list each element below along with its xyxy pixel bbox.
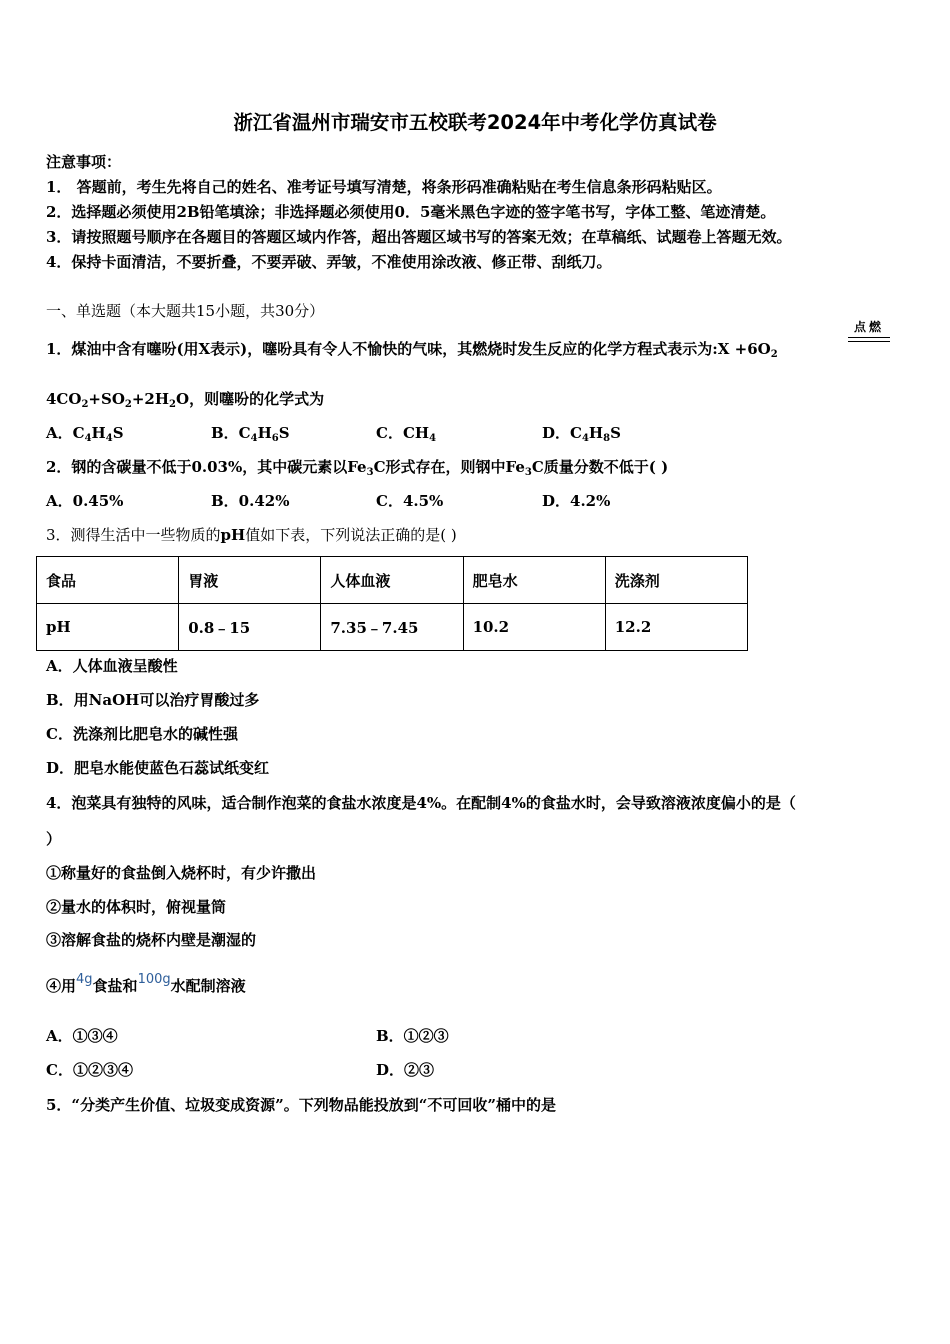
q4-option-d[interactable]: D．②③: [376, 1061, 435, 1079]
table-header-cell: 洗涤剂: [605, 557, 747, 604]
q2-option-d[interactable]: D．4.2%: [542, 492, 611, 510]
equals-line: [848, 337, 890, 338]
table-header-row: [37, 557, 748, 604]
question-4-stem-end: ）: [46, 830, 62, 848]
question-1-stem: 1．煤油中含有噻吩(用X表示)，噻吩具有令人不愉快的气味，其燃烧时发生反应的化学方程式表示为:X $+6O_2$: [46, 340, 778, 360]
ph-table: [36, 556, 748, 651]
inline-formula-image: 100g: [137, 972, 171, 987]
q1-option-d[interactable]: D．$C_4H_8S$: [542, 424, 621, 444]
table-cell: 7.35﹣7.45: [321, 604, 463, 651]
equals-line: [848, 341, 890, 342]
question-4-stem: 4．泡菜具有独特的风味，适合制作泡菜的食盐水浓度是4%。在配制4%的食盐水时，会导致溶液浓度偏小的是（: [46, 794, 796, 812]
q3-option-b[interactable]: B．用NaOH可以治疗胃酸过多: [46, 691, 260, 709]
reaction-condition: 点燃: [848, 320, 890, 342]
table-cell: 12.2: [605, 604, 747, 651]
q2-option-c[interactable]: C．4.5%: [376, 492, 444, 510]
q1-option-c[interactable]: C．$CH_4$: [376, 424, 437, 444]
q1-option-b[interactable]: B．$C_4H_6S$: [211, 424, 290, 444]
q3-option-a[interactable]: A．人体血液呈酸性: [46, 657, 178, 675]
q3-option-c[interactable]: C．洗涤剂比肥皂水的碱性强: [46, 725, 238, 743]
q2-option-a[interactable]: A．0.45%: [46, 492, 124, 510]
q3-option-d[interactable]: D．肥皂水能使蓝色石蕊试纸变红: [46, 759, 270, 777]
table-header-cell: 胃液: [179, 557, 321, 604]
notice-item-1: 1． 答题前，考生先将自己的姓名、准考证号填写清楚，将条形码准确粘贴在考生信息条形码粘贴区。: [46, 178, 722, 196]
table-cell: 10.2: [463, 604, 605, 651]
inline-formula-image: 4g: [76, 972, 93, 987]
q4-item-1: ①称量好的食盐倒入烧杯时，有少许撒出: [46, 864, 317, 882]
question-3-stem: 3．测得生活中一些物质的pH值如下表，下列说法正确的是( ): [46, 526, 457, 544]
table-cell: 0.8﹣15: [179, 604, 321, 651]
table-header-cell: 肥皂水: [463, 557, 605, 604]
q4-option-c[interactable]: C．①②③④: [46, 1061, 133, 1079]
q4-option-b[interactable]: B．①②③: [376, 1027, 449, 1045]
table-cell: pH: [37, 604, 179, 651]
q4-item-4: ④用4g食盐和100g水配制溶液: [46, 972, 246, 995]
question-2-stem: 2．钢的含碳量不低于0.03%，其中碳元素以$Fe_3C$形式存在，则钢中$Fe_3C$质量分数不低于( ): [46, 458, 669, 478]
q2-option-b[interactable]: B．0.42%: [211, 492, 290, 510]
question-1-continuation: $4CO_2+SO_2+2H_2O$，则噻吩的化学式为: [46, 390, 325, 410]
q4-item-2: ②量水的体积时，俯视量筒: [46, 898, 227, 916]
table-header-cell: 人体血液: [321, 557, 463, 604]
q4-item-3: ③溶解食盐的烧杯内壁是潮湿的: [46, 931, 257, 949]
q4-option-a[interactable]: A．①③④: [46, 1027, 118, 1045]
table-header-cell: 食品: [37, 557, 179, 604]
notice-item-3: 3．请按照题号顺序在各题目的答题区域内作答，超出答题区域书写的答案无效；在草稿纸、试题卷上答题无效。: [46, 228, 792, 246]
page-title: 浙江省温州市瑞安市五校联考2024年中考化学仿真试卷: [233, 111, 717, 134]
question-5-stem: 5．“分类产生价值、垃圾变成资源”。下列物品能投放到“不可回收”桶中的是: [46, 1096, 556, 1114]
section-heading: 一、单选题（本大题共15小题，共30分）: [46, 302, 325, 320]
table-row: [37, 604, 748, 651]
notice-item-2: 2．选择题必须使用2B铅笔填涂；非选择题必须使用0．5毫米黑色字迹的签字笔书写，字体工整、笔迹清楚。: [46, 203, 776, 221]
notice-heading: 注意事项：: [46, 153, 122, 171]
notice-item-4: 4．保持卡面清洁，不要折叠，不要弄破、弄皱，不准使用涂改液、修正带、刮纸刀。: [46, 253, 612, 271]
q1-option-a[interactable]: A．$C_4H_4S$: [46, 424, 124, 444]
